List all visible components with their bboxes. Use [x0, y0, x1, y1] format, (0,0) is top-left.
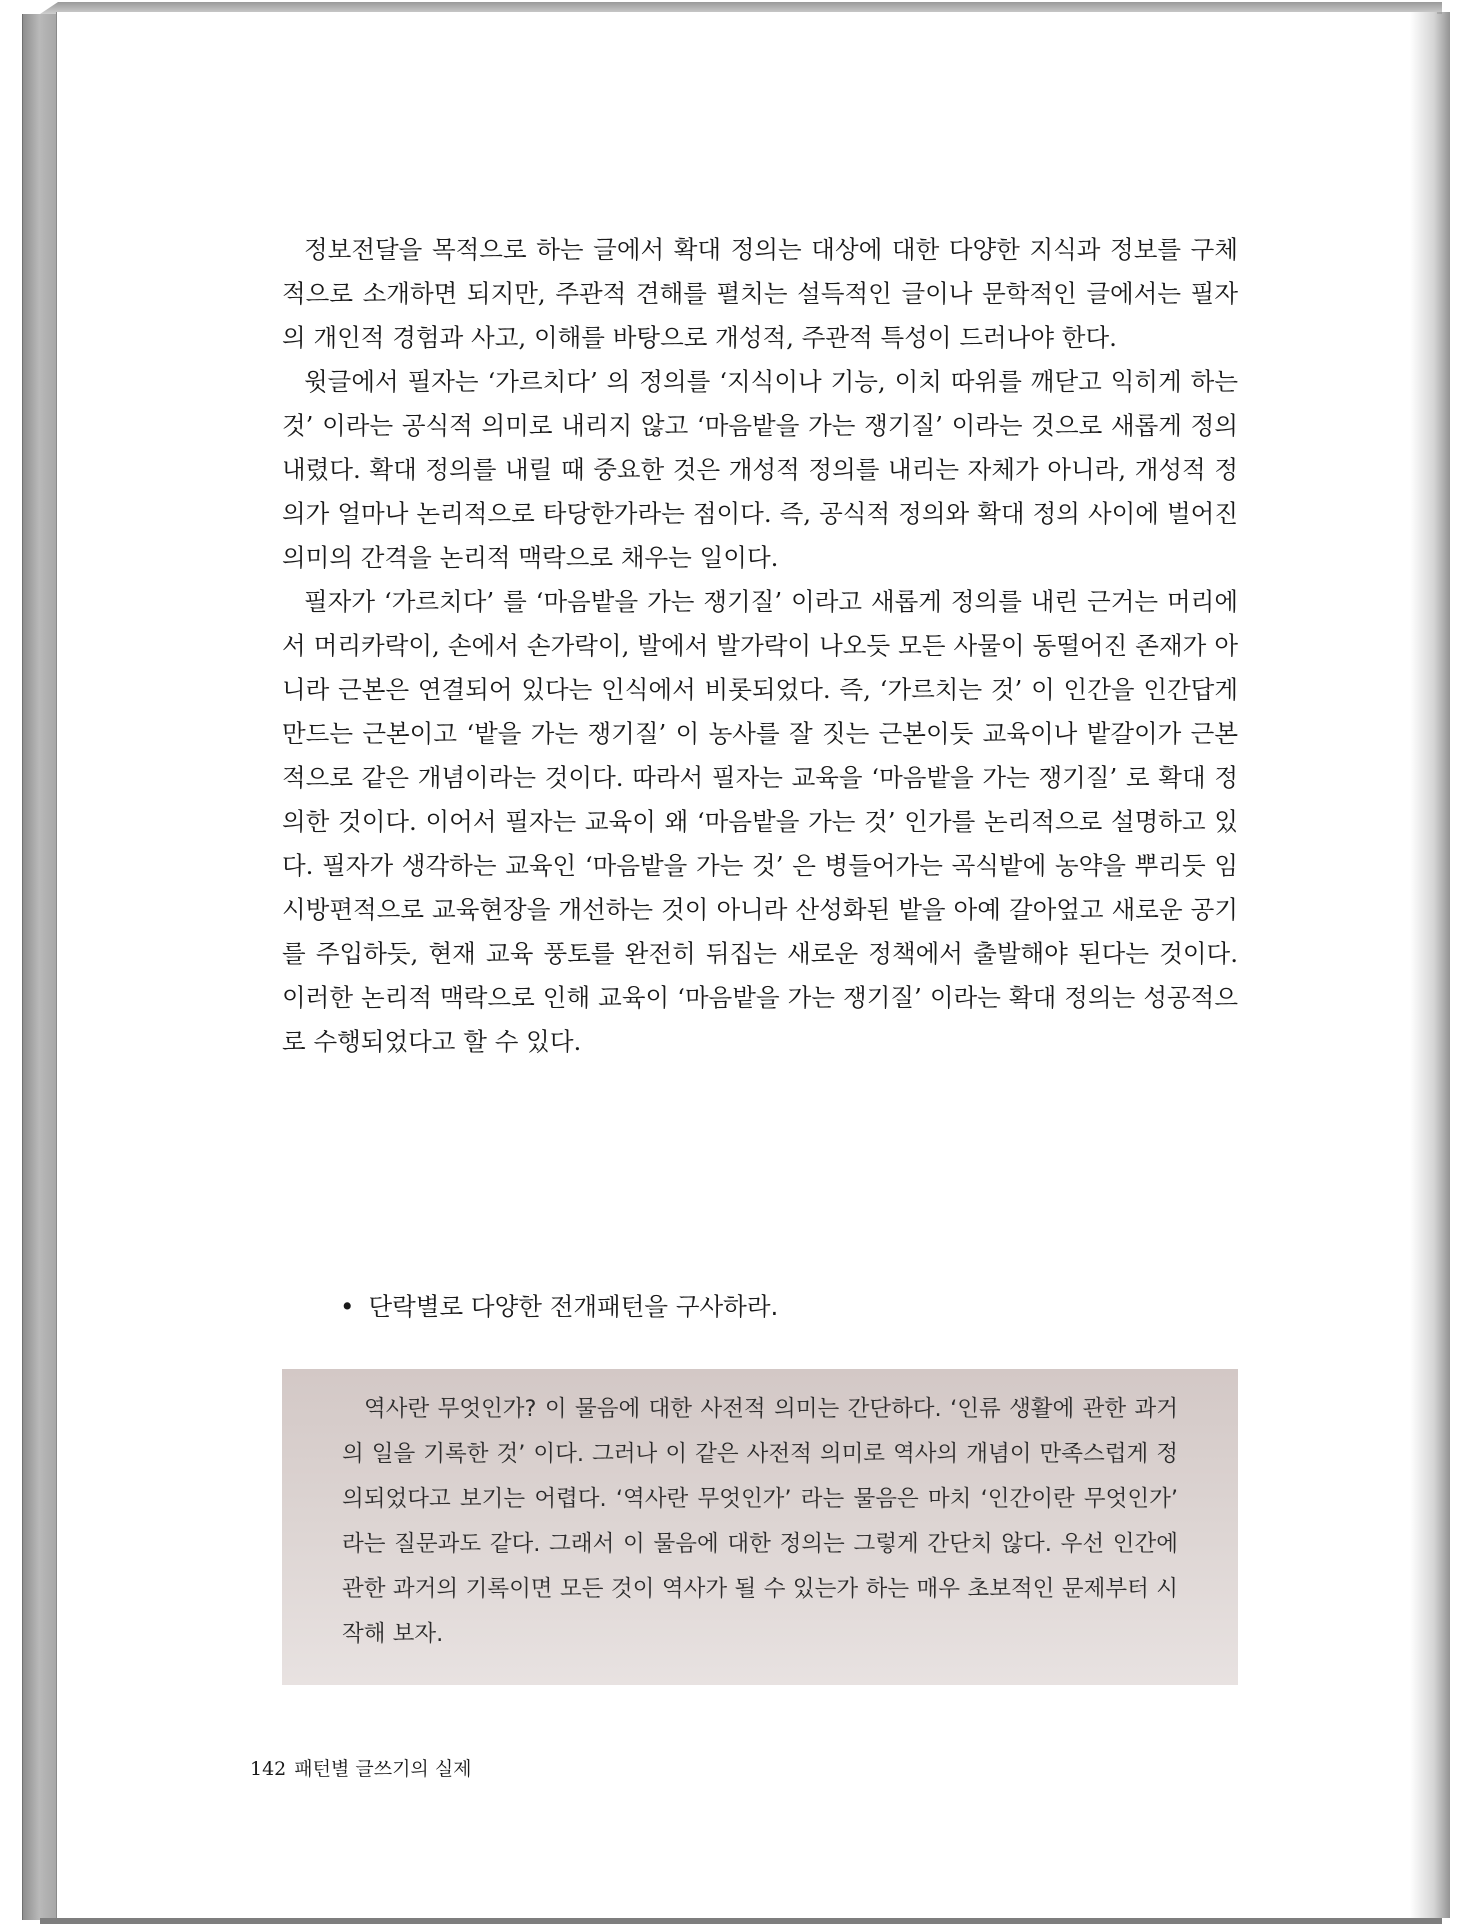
book-bottom-edge — [40, 1918, 1442, 1924]
book-spine — [22, 14, 59, 1920]
page-edge-shadow — [1410, 12, 1450, 1918]
example-box — [282, 1369, 1238, 1685]
paragraph-1: 정보전달을 목적으로 하는 글에서 확대 정의는 대상에 대한 다양한 지식과 정보를 구체적으로 소개하면 되지만, 주관적 견해를 펼치는 설득적인 글이나 문학적인 글에서는 필자의 개인적 경험과 사고, 이해를 바탕으로 개성적, 주관적 특성이 드러나야 한다. — [282, 235, 1238, 352]
paragraph-2: 윗글에서 필자는 ‘가르치다’ 의 정의를 ‘지식이나 기능, 이치 따위를 깨닫고 익히게 하는 것’ 이라는 공식적 의미로 내리지 않고 ‘마음밭을 가는 쟁기질’ 이라는 것으로 새롭게 정의 내렸다. 확대 정의를 내릴 때 중요한 것은 개성적 정의를 내리는 자체가 아니라, 개성적 정의가 얼마나 논리적으로 타당한가라는 점이다. 즉, 공식적 정의와 확대 정의 사이에 벌어진 의미의 간격을 논리적 맥락으로 채우는 일이다. — [282, 367, 1238, 572]
body-text — [282, 228, 1238, 1064]
bullet-heading: 단락별로 다양한 전개패턴을 구사하라. — [368, 1292, 779, 1321]
example-text: 역사란 무엇인가? 이 물음에 대한 사전적 의미는 간단하다. ‘인류 생활에 관한 과거의 일을 기록한 것’ 이다. 그러나 이 같은 사전적 의미로 역사의 개념이 만족스럽게 정의되었다고 보기는 어렵다. ‘역사란 무엇인가’ 라는 물음은 마치 ‘인간이란 무엇인가’ 라는 질문과도 같다. 그래서 이 물음에 대한 정의는 그렇게 간단치 않다. 우선 인간에 관한 과거의 기록이면 모든 것이 역사가 될 수 있는가 하는 매우 초보적인 문제부터 시작해 보자. — [342, 1396, 1178, 1647]
bullet-symbol: • — [340, 1292, 355, 1321]
paragraph-3: 필자가 ‘가르치다’ 를 ‘마음밭을 가는 쟁기질’ 이라고 새롭게 정의를 내린 근거는 머리에서 머리카락이, 손에서 손가락이, 발에서 발가락이 나오듯 모든 사물이 동떨어진 존재가 아니라 근본은 연결되어 있다는 인식에서 비롯되었다. 즉, ‘가르치는 것’ 이 인간을 인간답게 만드는 근본이고 ‘밭을 가는 쟁기질’ 이 농사를 잘 짓는 근본이듯 교육이나 밭갈이가 근본적으로 같은 개념이라는 것이다. 따라서 필자는 교육을 ‘마음밭을 가는 쟁기질’ 로 확대 정의한 것이다. 이어서 필자는 교육이 왜 ‘마음밭을 가는 것’ 인가를 논리적으로 설명하고 있다. 필자가 생각하는 교육인 ‘마음밭을 가는 것’ 은 병들어가는 곡식밭에 농약을 뿌리듯 임시방편적으로 교육현장을 개선하는 것이 아니라 산성화된 밭을 아예 갈아엎고 새로운 공기를 주입하듯, 현재 교육 풍토를 완전히 뒤집는 새로운 정책에서 출발해야 된다는 것이다. 이러한 논리적 맥락으로 인해 교육이 ‘마음밭을 가는 쟁기질’ 이라는 확대 정의는 성공적으로 수행되었다고 할 수 있다. — [282, 587, 1238, 1056]
page-footer — [250, 1756, 472, 1782]
page-number: 142 — [250, 1758, 287, 1780]
section-bullet — [340, 1290, 778, 1324]
running-title: 패턴별 글쓰기의 실제 — [294, 1758, 472, 1780]
